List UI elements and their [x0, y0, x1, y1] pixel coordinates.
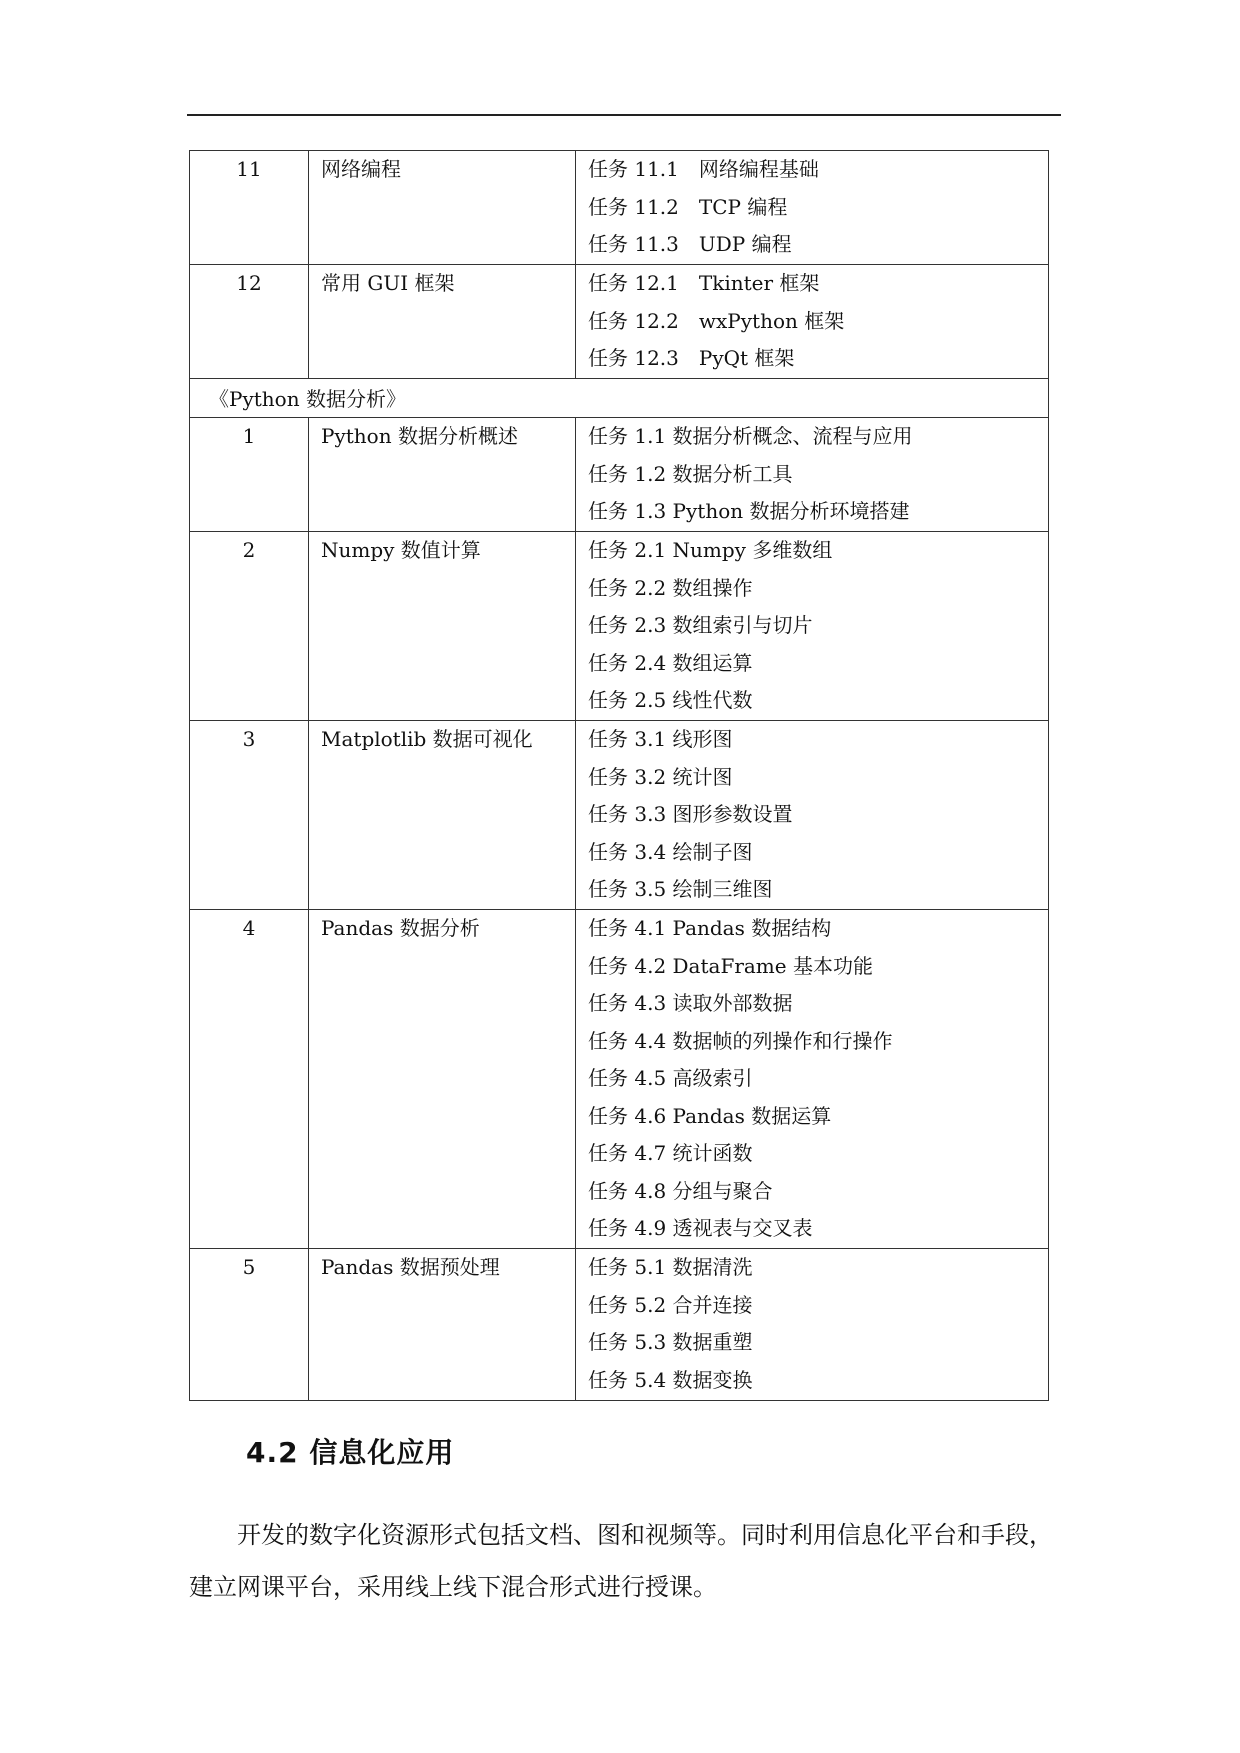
task-item: 任务 5.4 数据变换	[588, 1367, 753, 1392]
section-heading: 4.2 信息化应用	[246, 1436, 455, 1469]
task-item: 任务 5.3 数据重塑	[588, 1330, 753, 1354]
task-item: 任务 11.3 UDP 编程	[588, 232, 792, 256]
course-section-title: 《Python 数据分析》	[190, 379, 1049, 418]
task-item: 任务 4.6 Pandas 数据运算	[588, 1103, 832, 1128]
task-item: 任务 2.3 数组索引与切片	[588, 613, 813, 637]
chapter-name: Python 数据分析概述	[321, 424, 518, 448]
chapter-name-cell	[309, 1249, 576, 1401]
chapter-number-cell	[190, 1249, 309, 1401]
chapter-number-cell	[190, 151, 309, 265]
chapter-row	[190, 418, 1049, 532]
chapter-name-cell	[309, 721, 576, 910]
task-item: 任务 2.2 数组操作	[588, 575, 753, 600]
chapter-name: Pandas 数据分析	[321, 916, 480, 940]
chapter-name-cell	[309, 151, 576, 265]
chapter-number: 2	[242, 538, 256, 562]
task-item: 任务 5.1 数据清洗	[588, 1255, 753, 1279]
task-item: 任务 2.4 数组运算	[588, 650, 753, 675]
chapter-name: 网络编程	[321, 157, 401, 181]
chapter-row	[190, 1249, 1049, 1401]
chapter-number: 5	[242, 1255, 256, 1279]
chapter-number-cell	[190, 721, 309, 910]
task-item: 任务 2.5 线性代数	[588, 688, 753, 712]
chapter-name-cell	[309, 265, 576, 379]
chapter-name: 常用 GUI 框架	[321, 271, 455, 295]
chapter-tasks-cell	[576, 721, 1049, 910]
chapter-number-cell	[190, 265, 309, 379]
header-rule	[187, 114, 1061, 116]
chapter-tasks-cell	[576, 910, 1049, 1249]
task-item: 任务 3.2 统计图	[588, 764, 733, 789]
task-item: 任务 4.3 读取外部数据	[588, 991, 793, 1015]
task-item: 任务 11.1 网络编程基础	[588, 157, 819, 181]
task-item: 任务 1.2 数据分析工具	[588, 461, 793, 486]
task-item: 任务 4.5 高级索引	[588, 1066, 753, 1090]
task-item: 任务 4.9 透视表与交叉表	[588, 1216, 813, 1240]
chapter-name-cell	[309, 532, 576, 721]
chapter-number: 3	[242, 727, 256, 751]
chapter-row	[190, 721, 1049, 910]
task-item: 任务 12.1 Tkinter 框架	[588, 271, 820, 295]
task-item: 任务 2.1 Numpy 多维数组	[588, 538, 833, 562]
chapter-number-cell	[190, 910, 309, 1249]
chapter-number-cell	[190, 532, 309, 721]
chapter-tasks-cell	[576, 418, 1049, 532]
chapter-row	[190, 151, 1049, 265]
chapter-name: Pandas 数据预处理	[321, 1255, 500, 1279]
task-item: 任务 5.2 合并连接	[588, 1292, 753, 1317]
task-item: 任务 4.2 DataFrame 基本功能	[588, 953, 873, 978]
section-title-row	[190, 379, 1049, 418]
task-item: 任务 4.7 统计函数	[588, 1141, 753, 1165]
task-item: 任务 1.3 Python 数据分析环境搭建	[588, 499, 910, 523]
chapter-tasks-cell	[576, 151, 1049, 265]
task-item: 任务 3.5 绘制三维图	[588, 877, 773, 901]
task-item: 任务 4.1 Pandas 数据结构	[588, 916, 832, 940]
chapter-name: Matplotlib 数据可视化	[321, 727, 533, 751]
task-item: 任务 3.3 图形参数设置	[588, 802, 793, 826]
chapter-number: 4	[242, 916, 256, 940]
task-item: 任务 11.2 TCP 编程	[588, 194, 788, 219]
chapter-number: 1	[242, 424, 256, 448]
chapter-name: Numpy 数值计算	[321, 538, 481, 562]
chapter-row	[190, 265, 1049, 379]
chapter-tasks-cell	[576, 265, 1049, 379]
task-item: 任务 12.2 wxPython 框架	[588, 308, 845, 333]
course-table	[189, 150, 1049, 1401]
course-table-body	[190, 151, 1049, 1401]
chapter-tasks-cell	[576, 532, 1049, 721]
chapter-number: 11	[236, 157, 262, 181]
task-item: 任务 4.8 分组与聚合	[588, 1178, 773, 1203]
task-item: 任务 12.3 PyQt 框架	[588, 346, 795, 370]
chapter-name-cell	[309, 418, 576, 532]
chapter-number: 12	[236, 271, 262, 295]
task-item: 任务 1.1 数据分析概念、流程与应用	[588, 424, 913, 448]
task-item: 任务 3.1 线形图	[588, 727, 733, 751]
task-item: 任务 4.4 数据帧的列操作和行操作	[588, 1028, 893, 1053]
chapter-row	[190, 532, 1049, 721]
chapter-number-cell	[190, 418, 309, 532]
task-item: 任务 3.4 绘制子图	[588, 839, 753, 864]
chapter-tasks-cell	[576, 1249, 1049, 1401]
chapter-row	[190, 910, 1049, 1249]
body-paragraph: 开发的数字化资源形式包括文档、图和视频等。同时利用信息化平台和手段，建立网课平台，采用线上线下混合形式进行授课。	[189, 1521, 1053, 1601]
chapter-name-cell	[309, 910, 576, 1249]
